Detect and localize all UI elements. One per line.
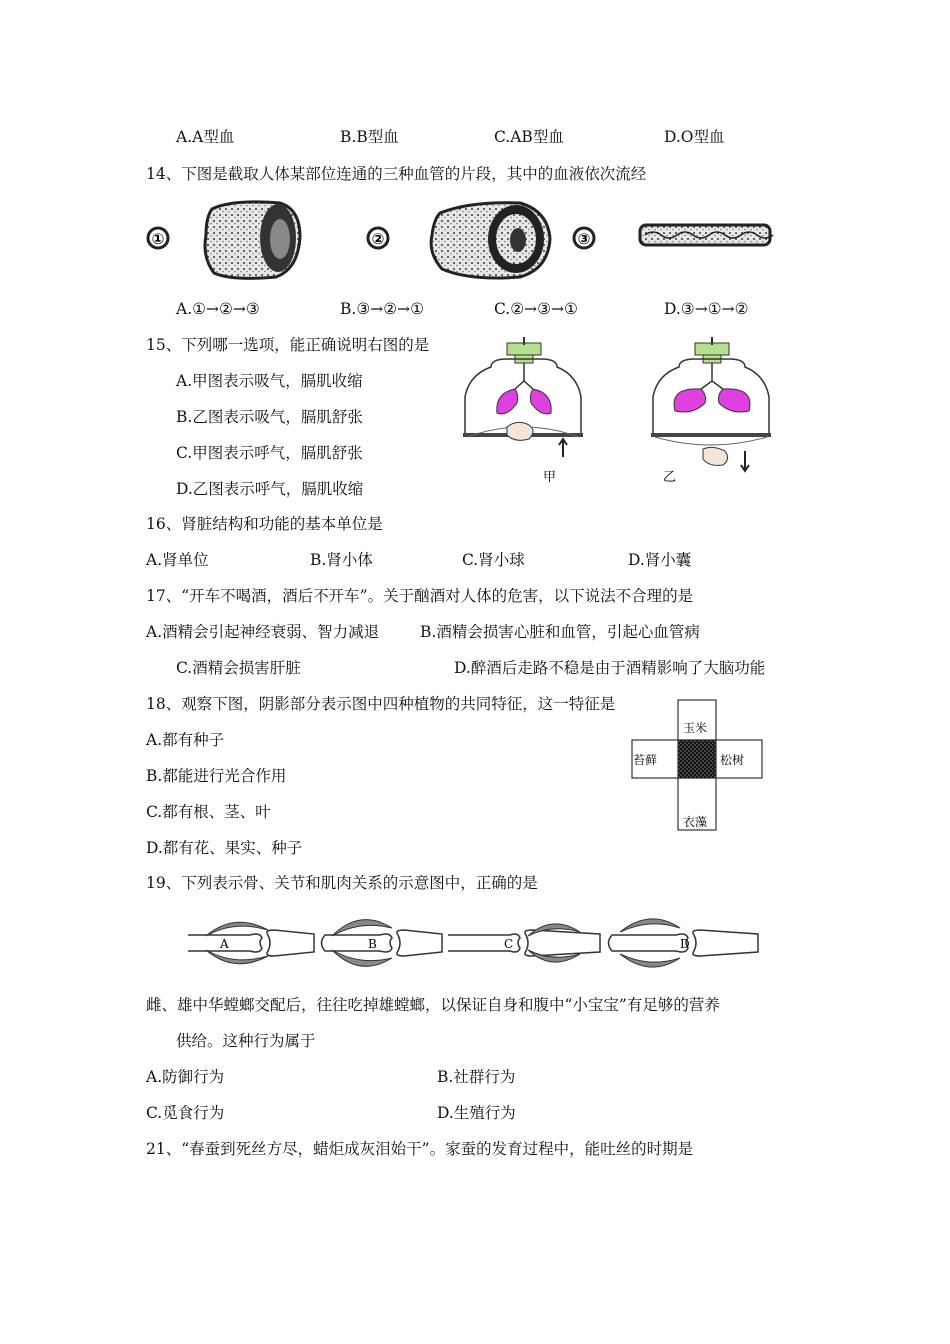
- q15-label-yi: 乙: [663, 470, 677, 485]
- q18-option-c: C.都有根、茎、叶: [146, 803, 271, 821]
- q19-diagram-b: [322, 920, 443, 967]
- q14-label-2: ②: [371, 230, 385, 248]
- q17-option-d: D.醉酒后走路不稳是由于酒精影响了大脑功能: [454, 659, 766, 677]
- q19-diagram-c: [448, 924, 600, 962]
- q15-option-b: B.乙图表示吸气，膈肌舒张: [176, 408, 363, 426]
- q18-option-a: A.都有种子: [146, 731, 225, 749]
- q20-option-b: B.社群行为: [437, 1068, 516, 1086]
- q16-option-c: C.肾小球: [462, 551, 525, 569]
- q18-option-b: B.都能进行光合作用: [146, 767, 287, 785]
- q18-label-corn: 玉米: [683, 721, 708, 735]
- q13-option-a: A.A型血: [176, 128, 235, 146]
- q16-option-b: B.肾小体: [310, 551, 373, 569]
- q20-option-c: C.觅食行为: [146, 1104, 225, 1122]
- q17-option-a: A.酒精会引起神经衰弱、智力减退: [146, 623, 380, 641]
- q19-label-d: D: [680, 937, 690, 951]
- q14-label-1: ①: [151, 230, 165, 248]
- q15-label-jia: 甲: [543, 470, 557, 485]
- q14-label-3: ③: [577, 230, 591, 248]
- q18-label-alga: 衣藻: [683, 815, 708, 829]
- q13-option-c: C.AB型血: [494, 128, 564, 146]
- q14-option-d: D.③→①→②: [664, 300, 749, 318]
- q15-lung-model-figure: [455, 335, 785, 495]
- q16-option-a: A.肾单位: [146, 551, 209, 569]
- q20-stem-line1: 雌、雄中华螳螂交配后，往往吃掉雄螳螂，以保证自身和腹中“小宝宝”有足够的营养: [146, 996, 720, 1014]
- q17-option-c: C.酒精会损害肝脏: [176, 659, 301, 677]
- q19-bone-muscle-figure: [180, 908, 765, 974]
- q14-vessels-figure: [140, 195, 790, 285]
- q19-stem: 19、下列表示骨、关节和肌肉关系的示意图中，正确的是: [146, 874, 538, 892]
- q15-option-a: A.甲图表示吸气，膈肌收缩: [176, 372, 363, 390]
- q18-plant-diagram: [630, 698, 764, 834]
- q19-label-c: C: [504, 937, 514, 951]
- q19-label-b: B: [368, 937, 377, 951]
- q15-stem: 15、下列哪一选项，能正确说明右图的是: [146, 336, 430, 354]
- q20-stem-line2: 供给。这种行为属于: [176, 1032, 316, 1050]
- q14-option-a: A.①→②→③: [176, 300, 260, 318]
- q18-label-pine: 松树: [720, 753, 745, 767]
- q13-option-b: B.B型血: [340, 128, 399, 146]
- q15-option-c: C.甲图表示呼气，膈肌舒张: [176, 444, 363, 462]
- q20-option-d: D.生殖行为: [437, 1104, 516, 1122]
- q14-stem: 14、下图是截取人体某部位连通的三种血管的片段，其中的血液依次流经: [146, 165, 647, 183]
- q20-option-a: A.防御行为: [146, 1068, 225, 1086]
- q15-option-d: D.乙图表示呼气，膈肌收缩: [176, 480, 364, 498]
- q18-label-moss: 苔藓: [633, 753, 658, 767]
- q18-stem: 18、观察下图，阴影部分表示图中四种植物的共同特征，这一特征是: [146, 695, 616, 713]
- q14-option-c: C.②→③→①: [494, 300, 578, 318]
- q21-stem: 21、“春蚕到死丝方尽，蜡炬成灰泪始干”。家蚕的发育过程中，能吐丝的时期是: [146, 1140, 694, 1158]
- q17-option-b: B.酒精会损害心脏和血管，引起心血管病: [420, 623, 700, 641]
- q13-option-d: D.O型血: [664, 128, 725, 146]
- q19-diagram-d: [609, 919, 759, 967]
- q19-diagram-a: [188, 922, 314, 963]
- q16-stem: 16、肾脏结构和功能的基本单位是: [146, 515, 383, 533]
- q16-option-d: D.肾小囊: [628, 551, 692, 569]
- q19-label-a: A: [220, 937, 229, 951]
- q17-stem: 17、“开车不喝酒，酒后不开车”。关于酗酒对人体的危害，以下说法不合理的是: [146, 587, 694, 605]
- q18-option-d: D.都有花、果实、种子: [146, 839, 303, 857]
- q14-option-b: B.③→②→①: [340, 300, 424, 318]
